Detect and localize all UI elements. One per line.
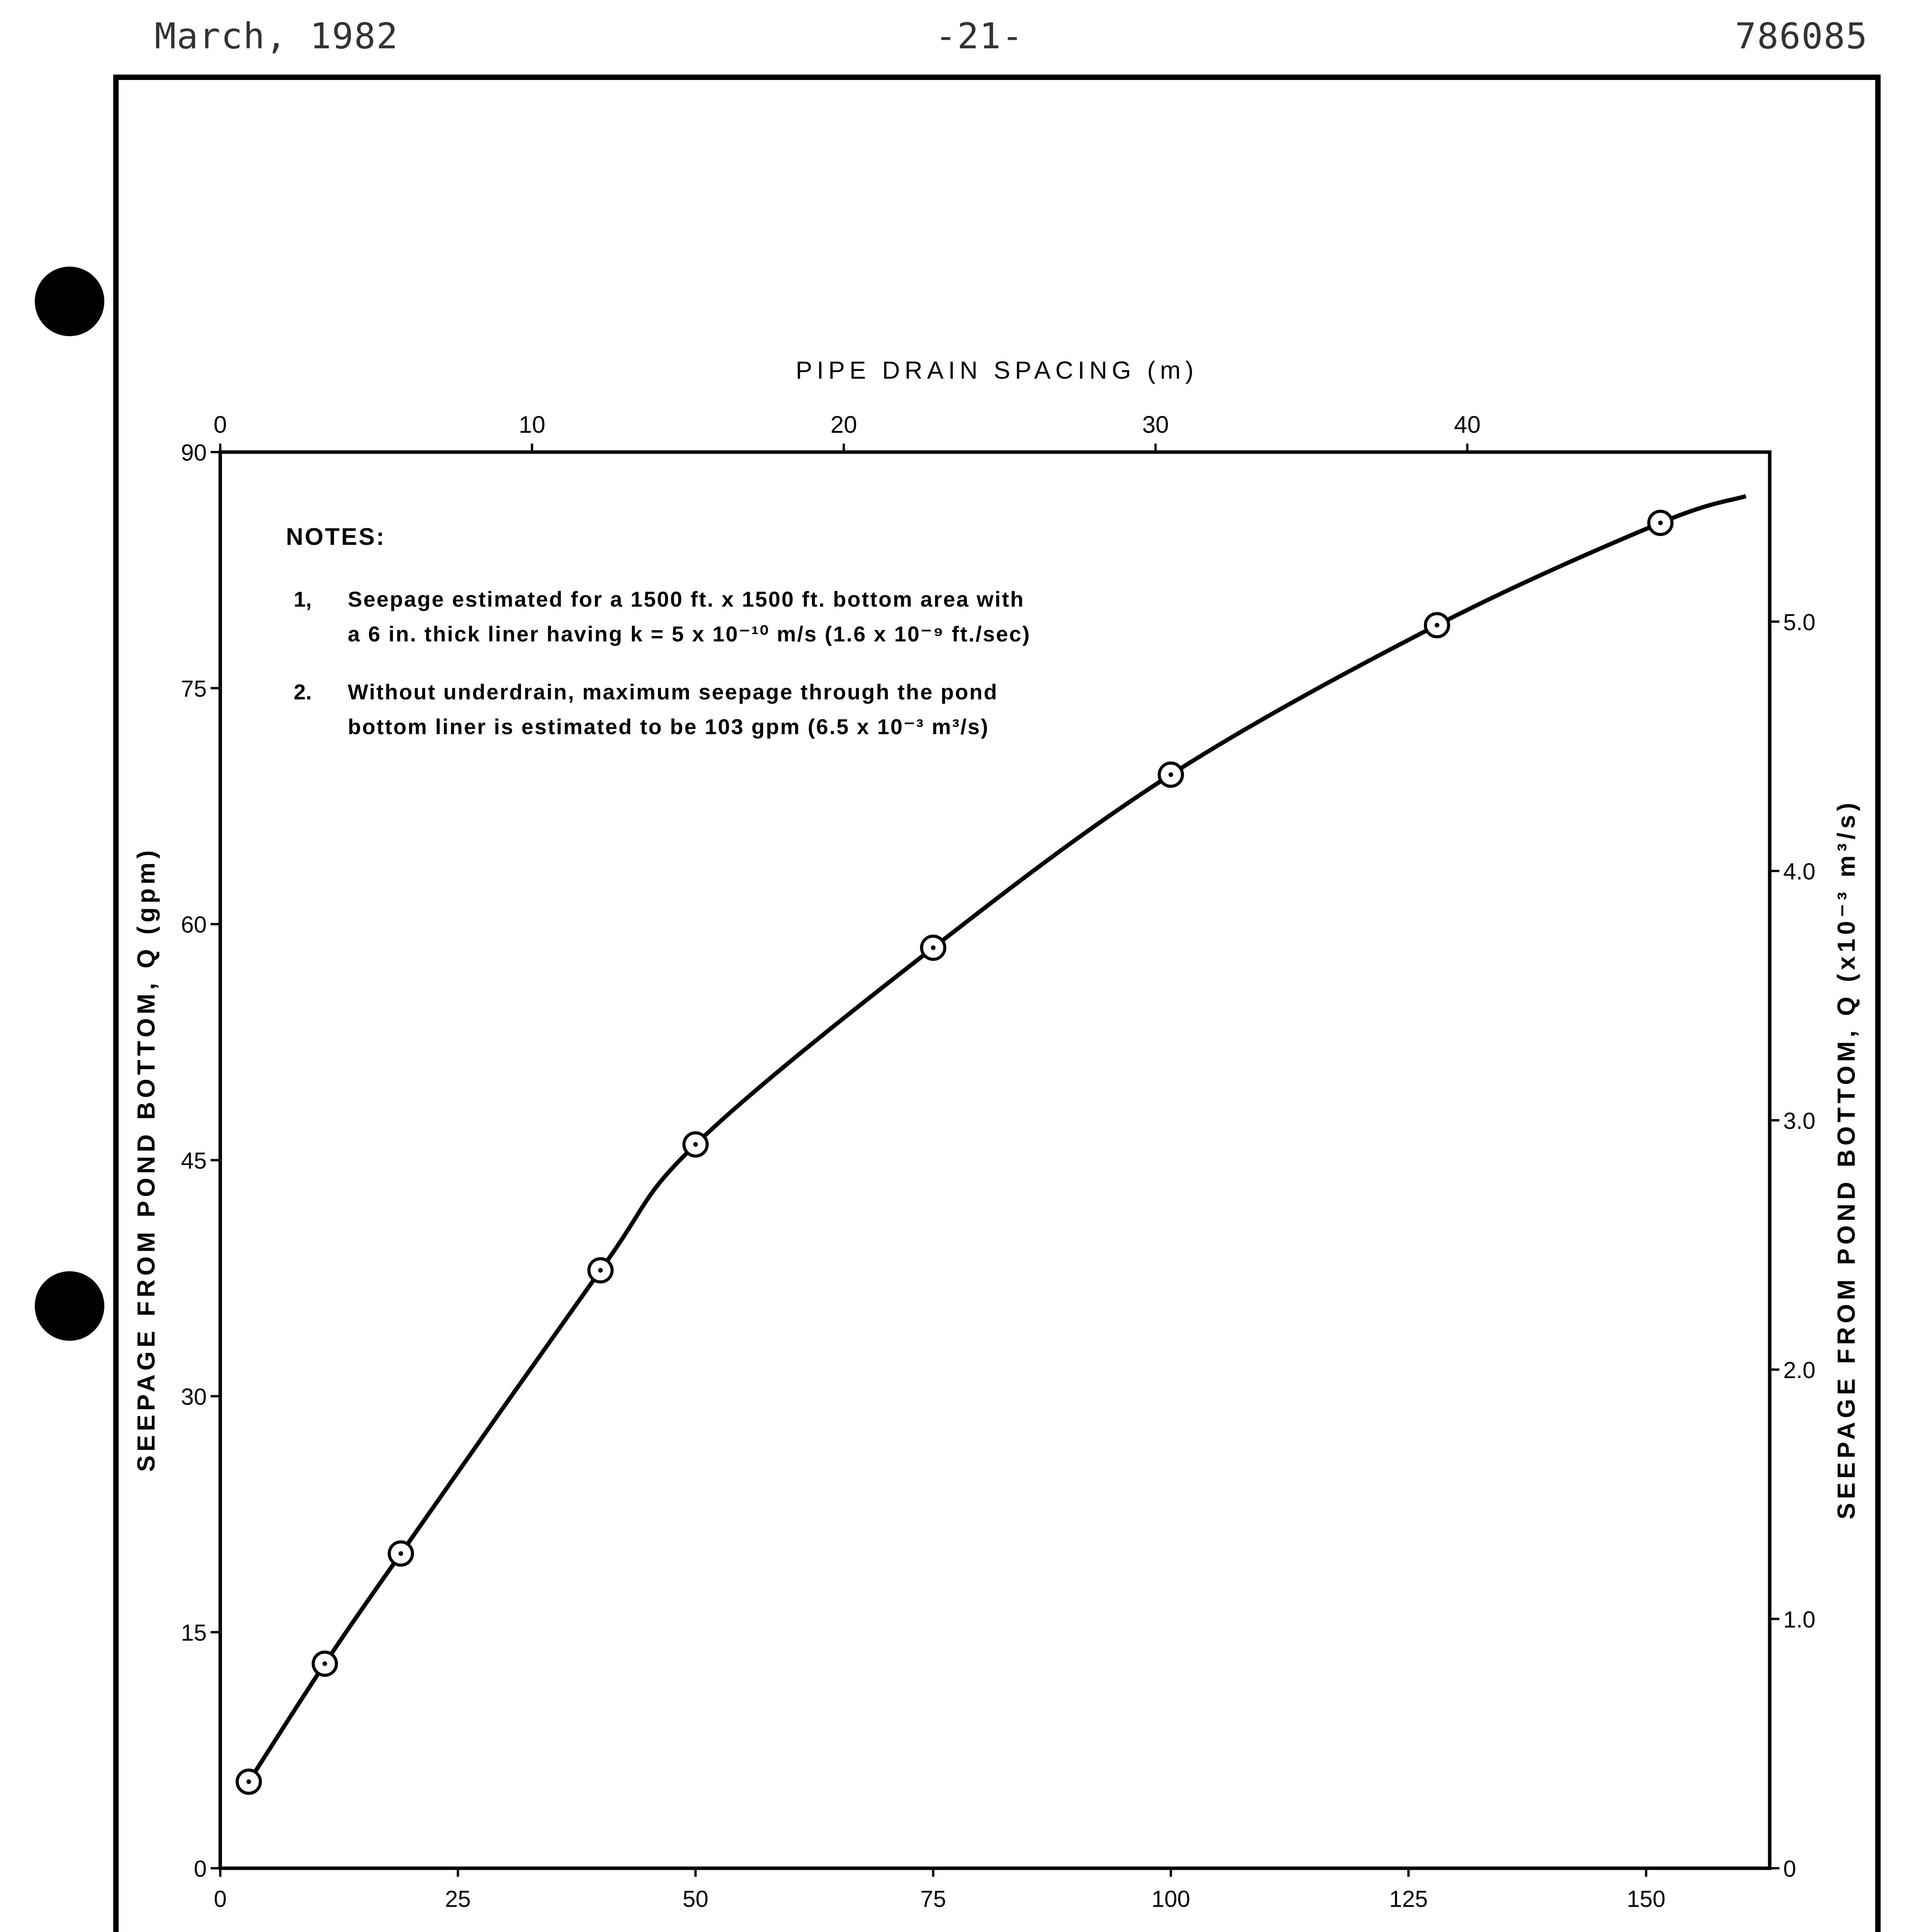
note-2-line-2: bottom liner is estimated to be 103 gpm (6.5 x 10⁻³ m³/s) [348,714,990,739]
note-1-line-1: Seepage estimated for a 1500 ft. x 1500 ft. bottom area with [348,587,1025,611]
x-tick-label: 50 [682,1886,709,1912]
drawing-border [116,77,1878,1932]
data-point-center [398,1551,403,1556]
x-tick-label: 25 [445,1886,471,1912]
y-tick-label: 60 [181,912,207,938]
note-2-line-1: Without underdrain, maximum seepage through the pond [348,680,998,704]
data-point-center [598,1268,603,1273]
note-1-number: 1, [294,587,312,611]
y-tick-label: 0 [194,1856,207,1882]
data-point-center [931,946,935,950]
data-point-center [1658,520,1663,525]
y-tick-label: 75 [181,675,207,702]
x2-tick-label: 10 [519,412,546,438]
y-tick-label: 15 [181,1620,207,1646]
x2-tick-label: 30 [1142,412,1169,438]
x2-tick-label: 40 [1454,412,1481,438]
x-tick-label: 0 [214,1886,227,1912]
y2-axis-label: SEEPAGE FROM POND BOTTOM, Q (x10⁻³ m³/s) [1832,799,1860,1520]
y2-tick-label: 0 [1783,1856,1796,1882]
data-point-center [1168,772,1173,777]
x-tick-label: 125 [1389,1886,1428,1912]
x-tick-label: 75 [920,1886,946,1912]
y2-tick-label: 4.0 [1783,859,1816,885]
note-2-number: 2. [294,680,312,704]
y2-tick-label: 2.0 [1783,1357,1816,1383]
y-axis-label: SEEPAGE FROM POND BOTTOM, Q (gpm) [132,846,160,1472]
plot-frame [220,452,1770,1868]
header-page-number: -21- [935,15,1024,57]
data-point-center [247,1779,251,1784]
data-point-center [323,1662,327,1666]
y2-tick-label: 3.0 [1783,1108,1816,1134]
header-date: March, 1982 [155,15,399,57]
x2-tick-label: 20 [830,412,857,438]
notes-heading: NOTES: [286,524,386,550]
data-point-center [693,1142,698,1147]
y-tick-label: 30 [181,1384,207,1410]
note-1-line-2: a 6 in. thick liner having k = 5 x 10⁻¹⁰ m/s (1.6 x 10⁻⁹ ft./sec) [348,622,1031,646]
data-point-center [1435,623,1439,628]
y-tick-label: 45 [181,1148,207,1174]
x2-tick-label: 0 [213,412,227,438]
x2-axis-label: PIPE DRAIN SPACING (m) [796,356,1198,384]
y2-tick-label: 5.0 [1783,609,1816,635]
x-tick-label: 100 [1151,1886,1190,1912]
y-tick-label: 90 [181,440,207,466]
x-tick-label: 150 [1627,1886,1666,1912]
y2-tick-label: 1.0 [1783,1606,1816,1633]
header-job-number: 786085 [1735,15,1868,57]
